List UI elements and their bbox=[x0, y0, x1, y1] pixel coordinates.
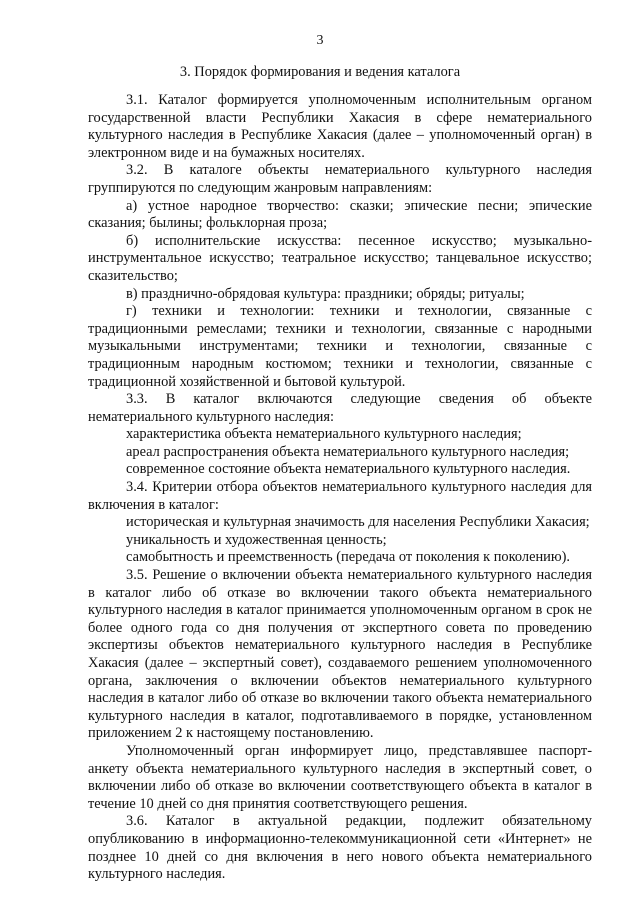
paragraph-3-2-v: в) празднично-обрядовая культура: праздники; обряды; ритуалы; bbox=[126, 285, 525, 302]
paragraph-3-2-g: г) техники и технологии: техники и технологии, связанные с традиционными ремеслами; техники и технологии, связанные с народными музыкальными инструментами; техники и технологии, связанные с традиционным народным костюмом; техники и технологии, связанные с традиционной хозяйственной и бытовой культурой. bbox=[88, 303, 592, 390]
list-item: самобытность и преемственность (передача от поколения к поколению). bbox=[126, 549, 571, 566]
list-3-4 bbox=[88, 514, 592, 567]
paragraph-3-5-notice: Уполномоченный орган информирует лицо, представлявшее паспорт-анкету объекта нематериального культурного наследия в экспертный совет, о включении либо об отказе во включении соответствующего объекта в каталог в течение 10 дней со дня принятия соответствующего решения. bbox=[88, 742, 592, 812]
paragraph-3-3: 3.3. В каталог включаются следующие сведения об объекте нематериального культурного наследия: bbox=[88, 391, 592, 425]
paragraph-3-2-a: а) устное народное творчество: сказки; эпические песни; эпические сказания; былины; фольклорная проза; bbox=[88, 197, 592, 232]
paragraph-3-1: 3.1. Каталог формируется уполномоченным исполнительным органом государственной власти Республики Хакасия в сфере нематериального культурного наследия в Республике Хакасия (далее – уполномоченный орган) в электронном виде и на бумажных носителях. bbox=[88, 92, 592, 161]
paragraph-3-2: 3.2. В каталоге объекты нематериального культурного наследия группируются по следующим жанровым направлениям: bbox=[88, 162, 592, 196]
list-item: характеристика объекта нематериального культурного наследия; bbox=[126, 426, 522, 443]
list-item: ареал распространения объекта нематериального культурного наследия; bbox=[126, 443, 570, 460]
page-number: 3 bbox=[316, 33, 324, 48]
section-heading: 3. Порядок формирования и ведения каталога bbox=[179, 64, 461, 80]
paragraph-3-2-b: б) исполнительские искусства: песенное искусство; музыкально-инструментальное искусство; театральное искусство; танцевальное искусство; сказительство; bbox=[88, 232, 592, 284]
list-item: уникальность и художественная ценность; bbox=[126, 531, 387, 548]
list-3-3 bbox=[88, 426, 592, 479]
paragraph-3-5: 3.5. Решение о включении объекта нематериального культурного наследия в каталог либо об отказе во включении такого объекта нематериального культурного наследия в каталог принимается уполномоченным органом в срок не более одного года со дня получения от экспертного совета по проведению экспертизы объектов нематериального культурного наследия в Республике Хакасия (далее – экспертный совет), создаваемого решением уполномоченного органа, заключения о включении объектов нематериального культурного наследия в каталог либо об отказе во включении такого объекта нематериального культурного наследия в каталог, подготавливаемого в порядке, установленном приложением 2 к настоящему постановлению. bbox=[88, 567, 592, 742]
paragraph-3-6: 3.6. Каталог в актуальной редакции, подлежит обязательному опубликованию в информационно-телекоммуникационной сети «Интернет» не позднее 10 дней со дня включения в него нового объекта нематериального культурного наследия. bbox=[88, 813, 592, 883]
list-item: современное состояние объекта нематериального культурного наследия. bbox=[126, 461, 571, 478]
document-body bbox=[88, 92, 592, 884]
paragraph-3-4: 3.4. Критерии отбора объектов нематериального культурного наследия для включения в каталог: bbox=[88, 479, 592, 513]
list-item: историческая и культурная значимость для населения Республики Хакасия; bbox=[126, 514, 590, 531]
